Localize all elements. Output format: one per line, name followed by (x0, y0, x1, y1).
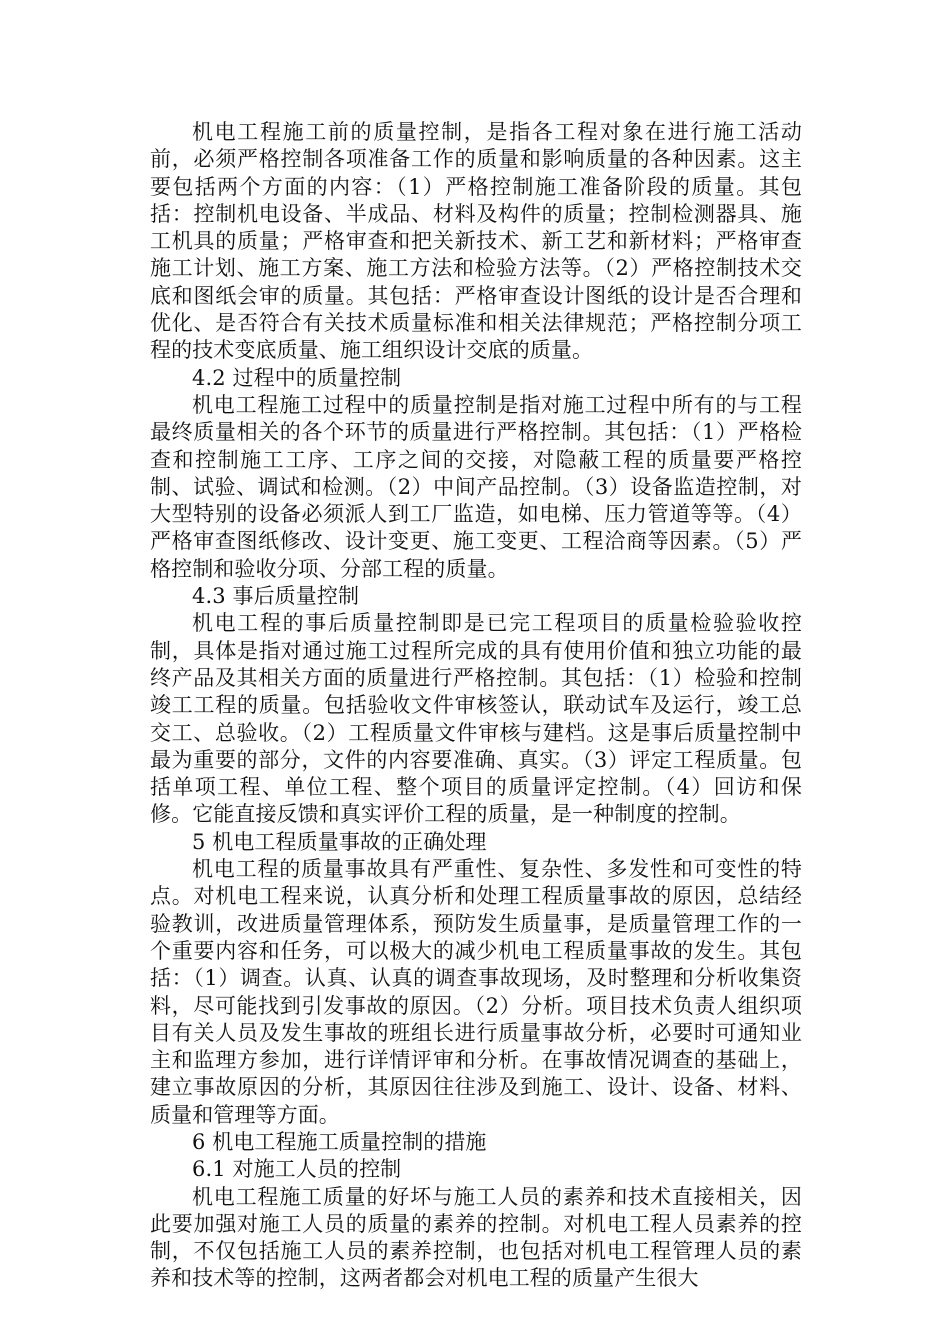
paragraph-post-control: 机电工程的事后质量控制即是已完工程项目的质量检验验收控制，具体是指对通过施工过程所完成的具有使用价值和独立功能的最终产品及其相关方面的质量进行严格控制。其包括：（1）检验和控制竣工工程的质量。包括验收文件审核签认，联动试车及运行，竣工总交工、总验收。（2）工程质量文件审核与建档。这是事后质量控制中最为重要的部分，文件的内容要准确、真实。（3）评定工程质量。包括单项工程、单位工程、整个项目的质量评定控制。（4）回访和保修。它能直接反馈和真实评价工程的质量，是一种制度的控制。 (150, 611, 802, 827)
paragraph-process-control: 机电工程施工过程中的质量控制是指对施工过程中所有的与工程最终质量相关的各个环节的质量进行严格控制。其包括：（1）严格检查和控制施工工序、工序之间的交接，对隐蔽工程的质量要严格控制、试验、调试和检测。（2）中间产品控制。（3）设备监造控制，对大型特别的设备必须派人到工厂监造，如电梯、压力管道等等。（4）严格审查图纸修改、设计变更、施工变更、工程洽商等因素。（5）严格控制和验收分项、分部工程的质量。 (150, 392, 802, 581)
document-page (150, 119, 802, 1293)
paragraph-accident-handling: 机电工程的质量事故具有严重性、复杂性、多发性和可变性的特点。对机电工程来说，认真分析和处理工程质量事故的原因，总结经验教训，改进质量管理体系，预防发生质量事，是质量管理工作的一个重要内容和任务，可以极大的减少机电工程质量事故的发生。其包括：（1）调查。认真、认真的调查事故现场，及时整理和分析收集资料，尽可能找到引发事故的原因。（2）分析。项目技术负责人组织项目有关人员及发生事故的班组长进行质量事故分析，必要时可通知业主和监理方参加，进行详情评审和分析。在事故情况调查的基础上，建立事故原因的分析，其原因往往涉及到施工、设计、设备、材料、质量和管理等方面。 (150, 857, 802, 1127)
paragraph-personnel-control: 机电工程施工质量的好坏与施工人员的素养和技术直接相关，因此要加强对施工人员的质量的素养的控制。对机电工程人员素养的控制，不仅包括施工人员的素养控制，也包括对机电工程管理人员的素养和技术等的控制，这两者都会对机电工程的质量产生很大 (150, 1184, 802, 1291)
heading-4-2: 4.2 过程中的质量控制 (192, 365, 402, 390)
heading-4-3: 4.3 事后质量控制 (192, 584, 360, 609)
heading-6-1: 6.1 对施工人员的控制 (192, 1157, 402, 1182)
paragraph-pre-construction-control: 机电工程施工前的质量控制，是指各工程对象在进行施工活动前，必须严格控制各项准备工作的质量和影响质量的各种因素。这主要包括两个方面的内容：（1）严格控制施工准备阶段的质量。其包括：控制机电设备、半成品、材料及构件的质量；控制检测器具、施工机具的质量；严格审查和把关新技术、新工艺和新材料；严格审查施工计划、施工方案、施工方法和检验方法等。（2）严格控制技术交底和图纸会审的质量。其包括：严格审查设计图纸的设计是否合理和优化、是否符合有关技术质量标准和相关法律规范；严格控制分项工程的技术变底质量、施工组织设计交底的质量。 (150, 120, 802, 363)
heading-6: 6 机电工程施工质量控制的措施 (192, 1129, 487, 1154)
heading-5: 5 机电工程质量事故的正确处理 (192, 829, 487, 854)
